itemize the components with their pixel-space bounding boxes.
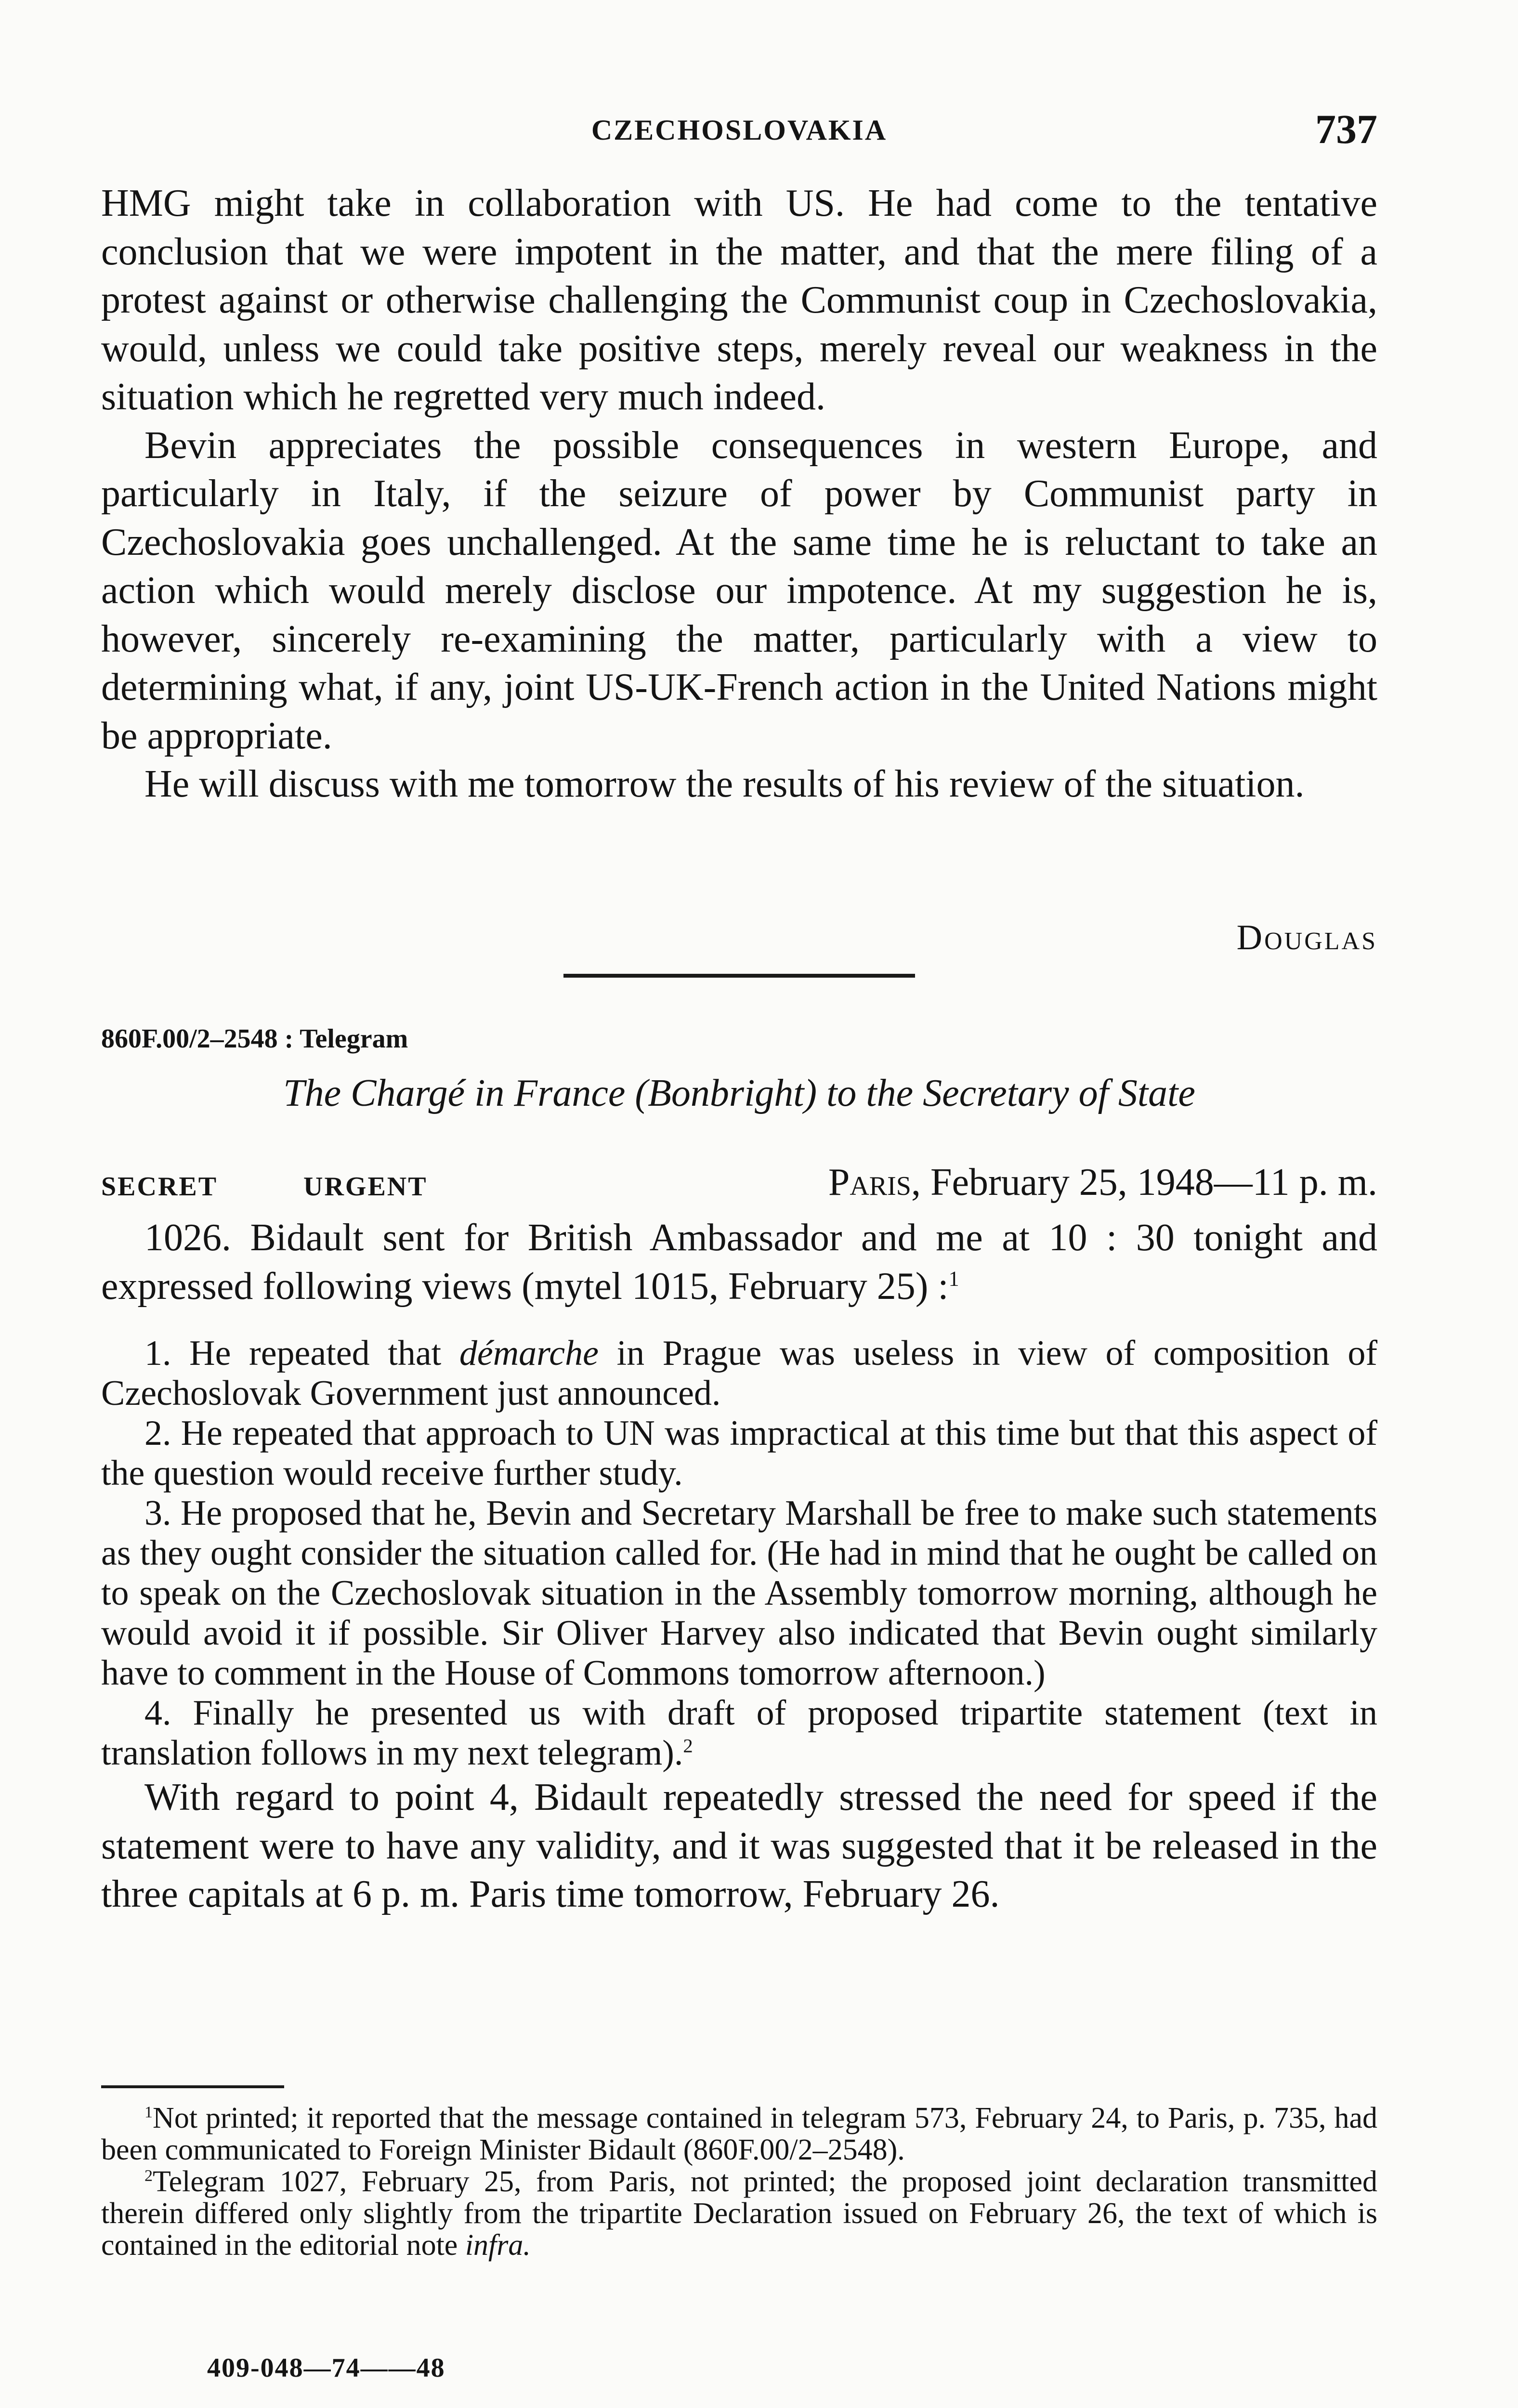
list-item: 2. He repeated that approach to UN was impractical at this time but that this aspect of the question would receive further study. xyxy=(101,1413,1377,1493)
classification-secret: SECRET xyxy=(101,1172,218,1202)
telegram-meta xyxy=(101,1161,1377,1209)
signature: Douglas xyxy=(1236,918,1377,957)
footnote-divider xyxy=(101,2085,284,2088)
closing-paragraph: With regard to point 4, Bidault repeatedly stressed the need for speed if the statement were to have any validity, and it was suggested that it be released in the three capitals at 6 p. m. Paris time tomorrow, February 26. xyxy=(101,1776,1377,1915)
footnote-ref: 2 xyxy=(683,1735,693,1757)
item-emphasis: démarche xyxy=(459,1334,599,1373)
page-header xyxy=(101,105,1377,158)
printer-line: 409-048—74——48 xyxy=(207,2353,445,2383)
running-head: CZECHOSLOVAKIA xyxy=(591,114,888,146)
footnote-text: Telegram 1027, February 25, from Paris, not printed; the proposed joint declaration transmitted therein differed only slightly from the tripartite Declaration issued on February 26, the text of which is contained in the editorial note xyxy=(101,2165,1377,2262)
telegram-continuation xyxy=(101,179,1377,809)
footnote-1 xyxy=(101,2102,1377,2166)
footnote-mark: 1 xyxy=(144,2103,153,2121)
paragraph: Bevin appreciates the possible consequences in western Europe, and particularly in Italy, if the seizure of power by Communist party in Czechoslovakia goes unchallenged. At the same time he is reluctant to take an action which would merely disclose our impotence. At my suggestion he is, however, sincerely re-examining the matter, particularly with a view to determining what, if any, joint US-UK-French action in the United Nations might be appropriate. xyxy=(101,424,1377,757)
footnotes xyxy=(101,2102,1377,2261)
page-number: 737 xyxy=(1315,106,1377,152)
list-item xyxy=(101,1693,1377,1773)
section-divider xyxy=(563,974,915,978)
footnote-text: Not printed; it reported that the message contained in telegram 573, February 24, to Paris, p. 735, had been communicated to Foreign Minister Bidault (860F.00/2–2548). xyxy=(101,2102,1377,2166)
paragraph: He will discuss with me tomorrow the results of his review of the situation. xyxy=(144,763,1305,805)
signature-row xyxy=(101,917,1377,966)
title-part: The Chargé in France ( xyxy=(283,1072,648,1114)
item-text: in Prague was useless in view of composition of Czechoslovak Government just announced. xyxy=(101,1334,1377,1413)
intro-text: 1026. Bidault sent for British Ambassador and me at 10 : 30 tonight and expressed following views (mytel 1015, February 25) : xyxy=(101,1217,1377,1308)
item-text: 4. Finally he presented us with draft of proposed tripartite statement (text in translation follows in my next telegram). xyxy=(101,1693,1377,1773)
title-part: ) to the Secretary of State xyxy=(804,1072,1195,1114)
dateline-date: , February 25, 1948—11 p. m. xyxy=(911,1161,1377,1204)
footnote-ref: 1 xyxy=(948,1266,959,1290)
paragraph: HMG might take in collaboration with US. He had come to the tentative conclusion that we were impotent in the matter, and that the mere filing of a protest against or otherwise challenging the Communist coup in Czechoslovakia, would, unless we could take positive steps, merely reveal our weakness in the situation which he regretted very much indeed. xyxy=(101,182,1377,418)
telegram-body xyxy=(101,1214,1377,1919)
title-name: Bonbright xyxy=(648,1072,804,1114)
dateline-city: Paris xyxy=(828,1161,911,1204)
footnote-2 xyxy=(101,2166,1377,2261)
footnote-emphasis: infra. xyxy=(465,2229,531,2262)
item-text: 1. He repeated that xyxy=(144,1334,459,1373)
list-item: 3. He proposed that he, Bevin and Secretary Marshall be free to make such statements as they ought consider the situation called for. (He had in mind that he ought be called on to speak on the Czechoslovak situation in the Assembly tomorrow morning, although he would avoid it if possible. Sir Oliver Harvey also indicated that Bevin ought similarly have to comment in the House of Commons tomorrow afternoon.) xyxy=(101,1493,1377,1693)
document-title xyxy=(101,1072,1377,1115)
file-reference: 860F.00/2–2548 : Telegram xyxy=(101,1024,408,1054)
intro-paragraph xyxy=(101,1214,1377,1310)
footnote-mark: 2 xyxy=(144,2167,153,2185)
classification-urgent: URGENT xyxy=(303,1172,428,1202)
list-item xyxy=(101,1334,1377,1413)
dateline xyxy=(828,1161,1377,1204)
